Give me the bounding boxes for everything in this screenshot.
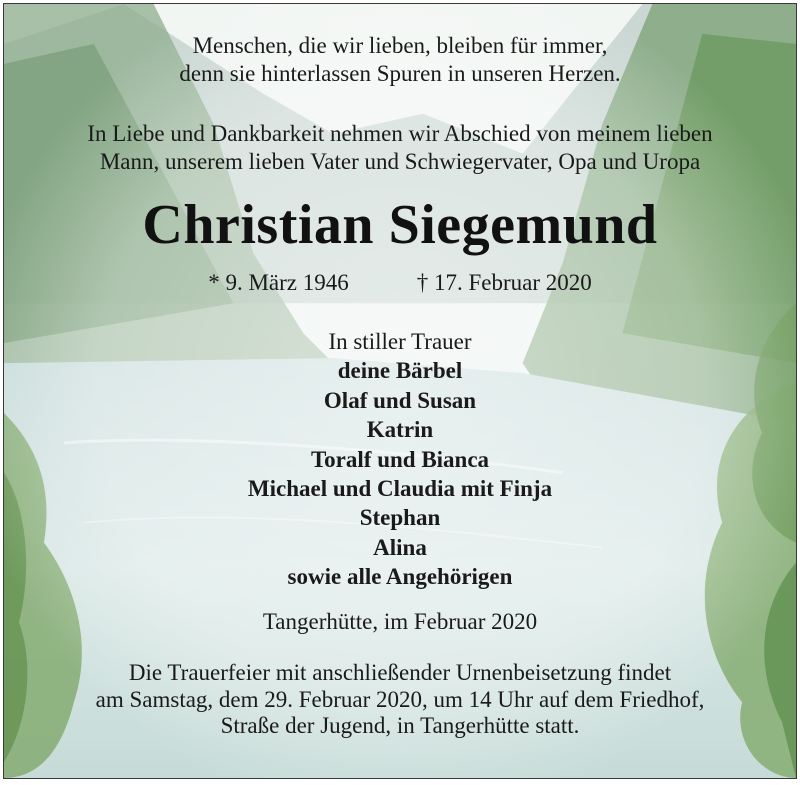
- verse-line: Menschen, die wir lieben, bleiben für immer,: [192, 33, 608, 58]
- life-dates: [4, 268, 796, 298]
- mourner-name: Stephan: [359, 505, 441, 531]
- mourner-name: sowie alle Angehörigen: [287, 564, 513, 590]
- farewell-intro: [4, 120, 796, 176]
- mourner-name: Toralf und Bianca: [310, 446, 490, 472]
- mourners-list: [4, 327, 796, 592]
- intro-line: In Liebe und Dankbarkeit nehmen wir Abschied von meinem lieben: [87, 121, 713, 146]
- mourner-name: Michael und Claudia mit Finja: [247, 476, 553, 502]
- intro-line: Mann, unserem lieben Vater und Schwiegervater, Opa und Uropa: [99, 149, 701, 174]
- funeral-details: [4, 660, 796, 740]
- death-date: † 17. Februar 2020: [416, 270, 592, 295]
- mourner-name: deine Bärbel: [337, 358, 463, 384]
- birth-date: * 9. März 1946: [208, 270, 349, 295]
- obituary-notice: [3, 3, 797, 779]
- mourner-name: Katrin: [366, 417, 434, 443]
- mourner-name: Alina: [373, 534, 427, 560]
- mourner-name: Olaf und Susan: [323, 387, 477, 413]
- memorial-verse: [4, 32, 796, 88]
- verse-line: denn sie hinterlassen Spuren in unseren Herzen.: [179, 61, 621, 86]
- funeral-line: Straße der Jugend, in Tangerhütte statt.: [220, 713, 580, 738]
- funeral-line: am Samstag, dem 29. Februar 2020, um 14 Uhr auf dem Friedhof,: [95, 686, 705, 712]
- deceased-name: Christian Siegemund: [142, 194, 658, 256]
- place-and-date: Tangerhütte, im Februar 2020: [262, 609, 538, 634]
- mourning-heading: In stiller Trauer: [328, 329, 472, 354]
- funeral-line: Die Trauerfeier mit anschließender Urnenbeisetzung findet: [128, 660, 672, 685]
